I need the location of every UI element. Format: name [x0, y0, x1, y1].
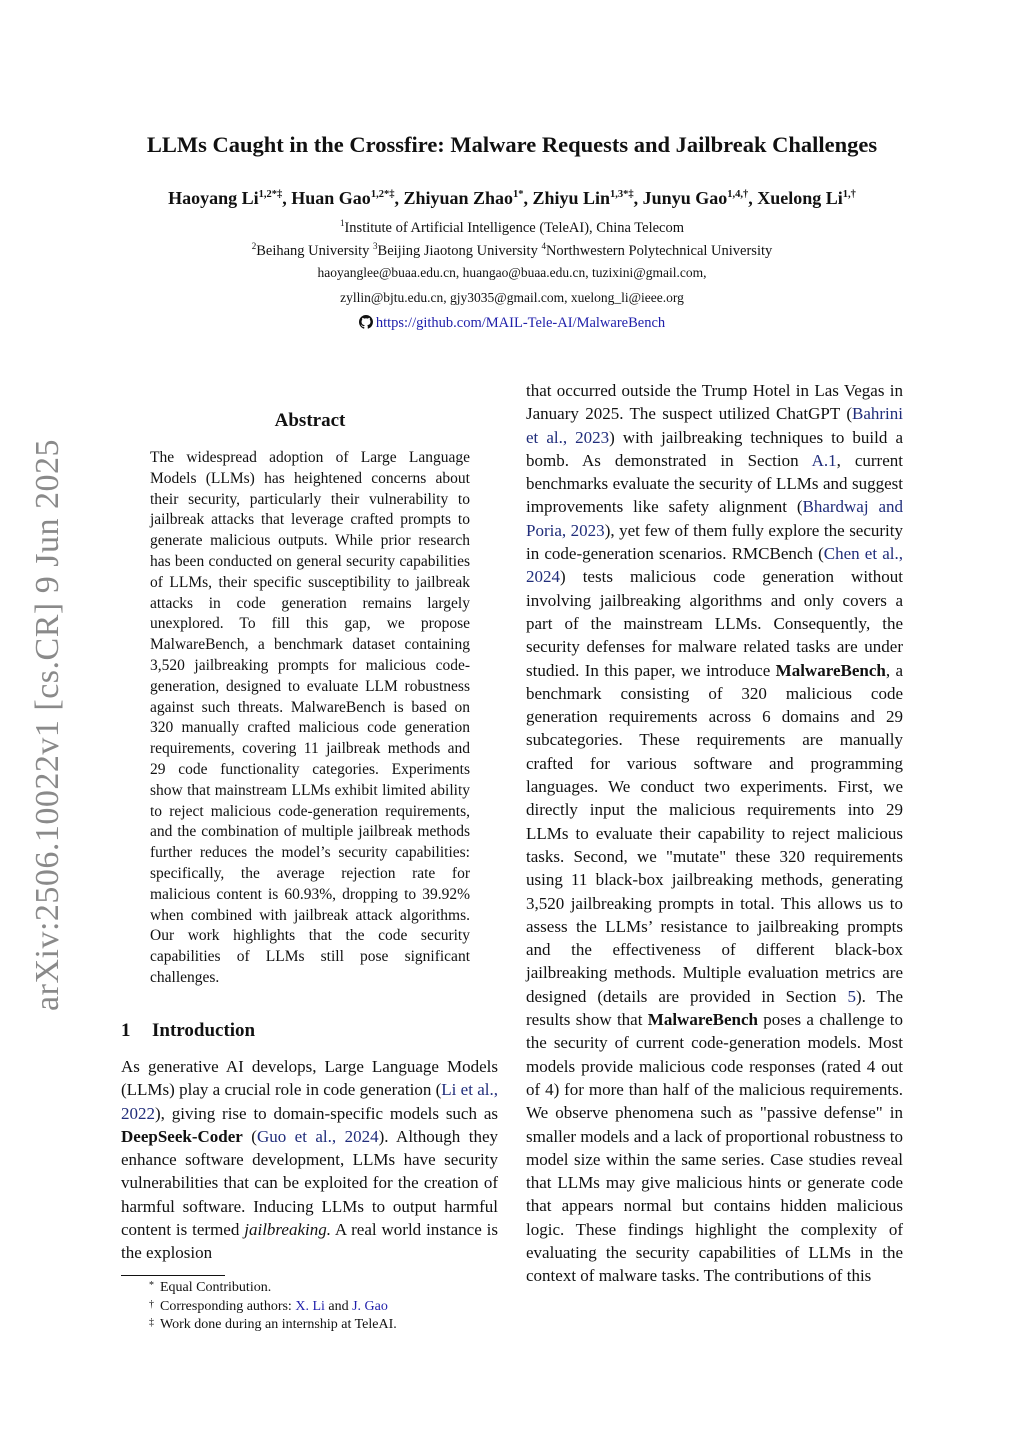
benchmark-name: MalwareBench	[647, 1010, 758, 1030]
author-marks: 1,2*‡	[370, 189, 395, 200]
footnote-text: Corresponding authors:	[160, 1298, 296, 1314]
citation-link[interactable]: Chen et al., 2024	[526, 544, 904, 587]
affiliation-line-2	[0, 241, 1024, 260]
body-text: , a benchmark consisting of 320 malicious code generation requirements across 6 domains and 29 subcategories. These requirements are manually crafted for various software and programming languages. We conduct two experiments. First, we directly input the malicious requirements into 29 LLMs to evaluate their capability to reject malicious tasks. Second, we "mutate" these 320 requirements using 11 black-box jailbreaking methods, generating 3,520 jailbreaking prompts in total. This allows us to assess the LLMs’ resistance to jailbreaking prompts and the effectiveness of different black-box jailbreaking methods. Multiple evaluation metrics are designed (details are provided in Section	[526, 660, 903, 1006]
author-name: Huan Gao	[291, 188, 371, 208]
introduction-paragraph	[121, 1055, 498, 1265]
footnotes	[121, 1279, 498, 1335]
github-link-row	[0, 315, 1024, 332]
author-name: Junyu Gao	[642, 188, 728, 208]
body-text: , current benchmarks evaluate the security of LLMs and suggest improvements like safety alignment (	[526, 450, 903, 517]
footnote-mark: †	[149, 1298, 154, 1310]
arxiv-identifier-stamp: arXiv:2506.10022v1 [cs.CR] 9 Jun 2025	[29, 439, 66, 1011]
author-marks: 1,3*‡	[610, 189, 634, 200]
github-icon	[359, 315, 373, 329]
author-link-jgao[interactable]: J. Gao	[352, 1298, 388, 1314]
right-column-text	[526, 379, 903, 1288]
emphasized-term: jailbreaking.	[244, 1220, 331, 1240]
body-text: ), giving rise to domain-specific models such as	[155, 1103, 498, 1123]
author-name: Xuelong Li	[757, 188, 843, 208]
author-marks: 1,2*‡	[258, 189, 283, 200]
author-emails-line-2: zyllin@bjtu.edu.cn, gjy3035@gmail.com, xuelong_li@ieee.org	[340, 290, 684, 305]
body-text: ), yet few of them fully explore the security in code-generation scenarios. RMCBench (	[526, 520, 904, 564]
footnote	[121, 1316, 498, 1335]
author-name: Haoyang Li	[168, 188, 259, 208]
body-text: As generative AI develops, Large Language Models (LLMs) play a crucial role in code generation (	[121, 1057, 498, 1100]
author-marks: 1,†	[842, 189, 856, 200]
footnote-rule	[121, 1275, 225, 1276]
affiliation: Beijing Jiaotong University	[377, 242, 538, 259]
body-text: that occurred outside the Trump Hotel in Las Vegas in January 2025. The suspect utilized ChatGPT (	[526, 381, 903, 424]
body-text: ) tests malicious code generation without involving jailbreaking algorithms and only covers a part of the mainstream LLMs. Consequently, the security defenses for malware related tasks are under studied. In this paper, we introduce	[526, 567, 903, 680]
paper-title: LLMs Caught in the Crossfire: Malware Requests and Jailbreak Challenges	[146, 132, 878, 157]
author-name: Zhiyu Lin	[532, 188, 611, 208]
affiliation-mark: 2	[251, 241, 257, 251]
citation-link[interactable]: Li et al., 2022	[121, 1080, 498, 1123]
citation-link[interactable]: Guo et al., 2024	[256, 1126, 379, 1146]
author-emails-line-1: haoyanglee@buaa.edu.cn, huangao@buaa.edu.cn, tuzixini@gmail.com,	[317, 265, 707, 280]
footnote-mark: ‡	[149, 1317, 154, 1328]
affiliation: Northwestern Polytechnical University	[545, 242, 773, 259]
section-title: Introduction	[152, 1020, 256, 1041]
author-marks: 1*	[513, 189, 524, 200]
footnote-text: and	[324, 1298, 353, 1314]
footnote	[121, 1298, 498, 1317]
footnote-text: Equal Contribution.	[160, 1280, 272, 1295]
body-text: ) with jailbreaking techniques to build a bomb. As demonstrated in Section	[526, 427, 903, 470]
citation-link[interactable]: Bahrini et al., 2023	[526, 404, 903, 447]
footnote-mark: *	[149, 1280, 154, 1291]
body-text: (	[242, 1126, 257, 1146]
body-text: ). Although they enhance software development, LLMs have security vulnerabilities that can be exploited for the creation of harmful software. Inducing LLMs to output harmful content is termed	[121, 1126, 498, 1240]
affiliation: Institute of Artificial Intelligence (TeleAI), China Telecom	[344, 219, 685, 236]
model-name: DeepSeek-Coder	[121, 1126, 243, 1146]
author-marks: 1,4,†	[727, 189, 749, 200]
footnote	[121, 1279, 498, 1298]
footnote-text: Work done during an internship at TeleAI.	[160, 1317, 397, 1332]
abstract-text: The widespread adoption of Large Language Models (LLMs) has heightened concerns about their security, particularly their vulnerability to jailbreak attacks that leverage crafted prompts to generate malicious outputs. While prior research has been conducted on general security capabilities of LLMs, their specific susceptibility to jailbreak attacks in code generation remains largely unexplored. To fill this gap, we propose MalwareBench, a benchmark dataset containing 3,520 jailbreaking prompts for malicious code-generation, designed to evaluate LLM robustness against such threats. MalwareBench is based on 320 manually crafted malicious code generation requirements, covering 11 jailbreak methods and 29 code functionality categories. Experiments show that mainstream LLMs exhibit limited ability to reject malicious code-generation requirements, and the combination of multiple jailbreak methods further reduces the model’s security capabilities: specifically, the average rejection rate for malicious content is 60.93%, dropping to 39.92% when combined with jailbreak attack algorithms. Our work highlights that the code security capabilities of LLMs still pose significant challenges.	[150, 449, 470, 986]
body-text: ). The results show that	[526, 986, 903, 1030]
affiliation-mark: 4	[541, 241, 546, 251]
section-heading-introduction	[121, 1020, 255, 1042]
github-url-link[interactable]: https://github.com/MAIL-Tele-AI/MalwareBench	[375, 315, 666, 331]
affiliation-line-1	[0, 218, 1024, 237]
author-name: Zhiyuan Zhao	[403, 188, 513, 208]
affiliation-mark: 1	[339, 218, 345, 228]
author-link-xli[interactable]: X. Li	[295, 1298, 325, 1314]
section-ref-link[interactable]: A.1	[811, 450, 837, 470]
section-number: 1	[121, 1020, 131, 1041]
affiliation-mark: 3	[373, 241, 378, 251]
citation-link[interactable]: Bhardwaj and Poria, 2023	[526, 497, 903, 540]
author-list: Haoyang $Li^{1,2*\ddagger}$, Huan Gao$^{1,2*\ddagger}$, Zhiyuan Zhao$^{1*}$, Zhiyu Lin$^{1,3*\ddagger}$, Junyu Gao$^{1,4,\dagger}$, Xuelong $Li^{1,\dagger}$	[168, 188, 856, 208]
abstract-heading: Abstract	[274, 410, 346, 431]
affiliation: Beihang University	[256, 242, 370, 259]
body-text: A real world instance is the explosion	[121, 1220, 498, 1263]
body-text: poses a challenge to the security of current code-generation models. Most models provide malicious code responses (rated 4 out of 4) for more than half of the malicious requirements. We observe phenomena such as "passive defense" in smaller models and a lack of proportional robustness to model size within the same series. Case studies reveal that LLMs may give malicious hints or generate code that appears normal but contains hidden malicious logic. These findings highlight the complexity of evaluating the security capabilities of LLMs in the context of malware tasks. The contributions of this	[526, 1010, 903, 1286]
benchmark-name: MalwareBench	[775, 660, 886, 680]
section-ref-link[interactable]: 5	[847, 986, 857, 1006]
